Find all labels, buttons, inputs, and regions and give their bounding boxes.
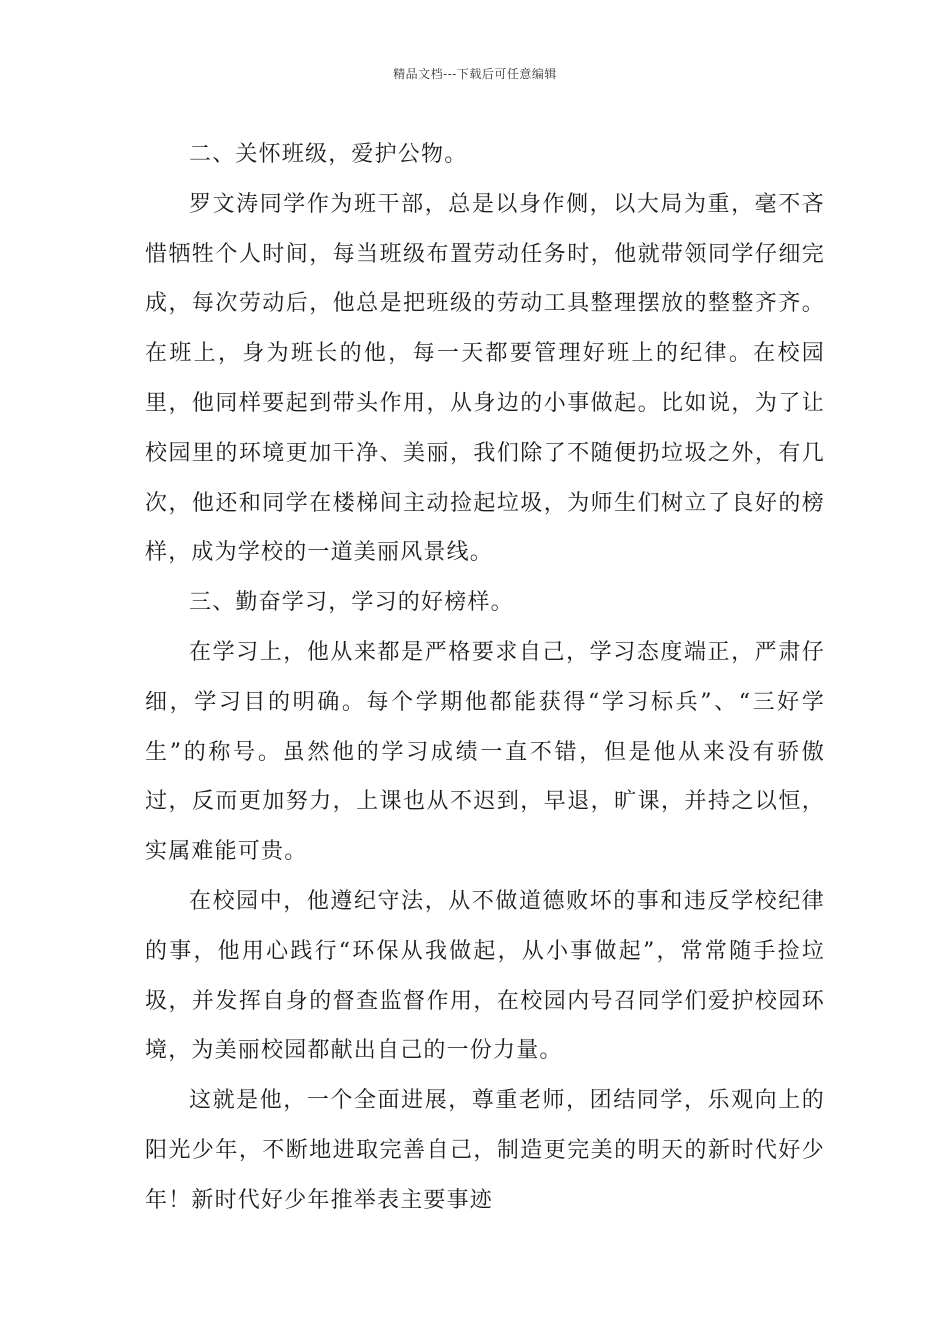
page-header: 精品文档---下载后可任意编辑: [393, 67, 557, 81]
document-body: [145, 130, 825, 1226]
body-paragraph: 这就是他，一个全面进展，尊重老师，团结同学，乐观向上的阳光少年，不断地进取完善自己，制造更完美的明天的新时代好少年！新时代好少年推举表主要事迹: [145, 1088, 825, 1213]
body-paragraph: 罗文涛同学作为班干部，总是以身作侧，以大局为重，毫不吝惜牺牲个人时间，每当班级布置劳动任务时，他就带领同学仔细完成，每次劳动后，他总是把班级的劳动工具整理摆放的整整齐齐。在班上，身为班长的他，每一天都要管理好班上的纪律。在校园里，他同样要起到带头作用，从身边的小事做起。比如说，为了让校园里的环境更加干净、美丽，我们除了不随便扔垃圾之外，有几次，他还和同学在楼梯间主动捡起垃圾，为师生们树立了良好的榜样，成为学校的一道美丽风景线。: [145, 191, 825, 566]
body-paragraph: 在校园中，他遵纪守法，从不做道德败坏的事和违反学校纪律的事，他用心践行“环保从我做起，从小事做起”，常常随手捡垃圾，并发挥自身的督查监督作用，在校园内号召同学们爱护校园环境，为美丽校园都献出自己的一份力量。: [145, 888, 825, 1064]
section-heading-3: 三、勤奋学习，学习的好榜样。: [189, 590, 514, 616]
body-paragraph: 在学习上，他从来都是严格要求自己，学习态度端正，严肃仔细，学习目的明确。每个学期他都能获得“学习标兵”、“三好学生”的称号。虽然他的学习成绩一直不错，但是他从来没有骄傲过，反而更加努力，上课也从不迟到，早退，旷课，并持之以恒，实属难能可贵。: [145, 639, 825, 865]
section-heading-2: 二、关怀班级，爱护公物。: [189, 142, 468, 167]
